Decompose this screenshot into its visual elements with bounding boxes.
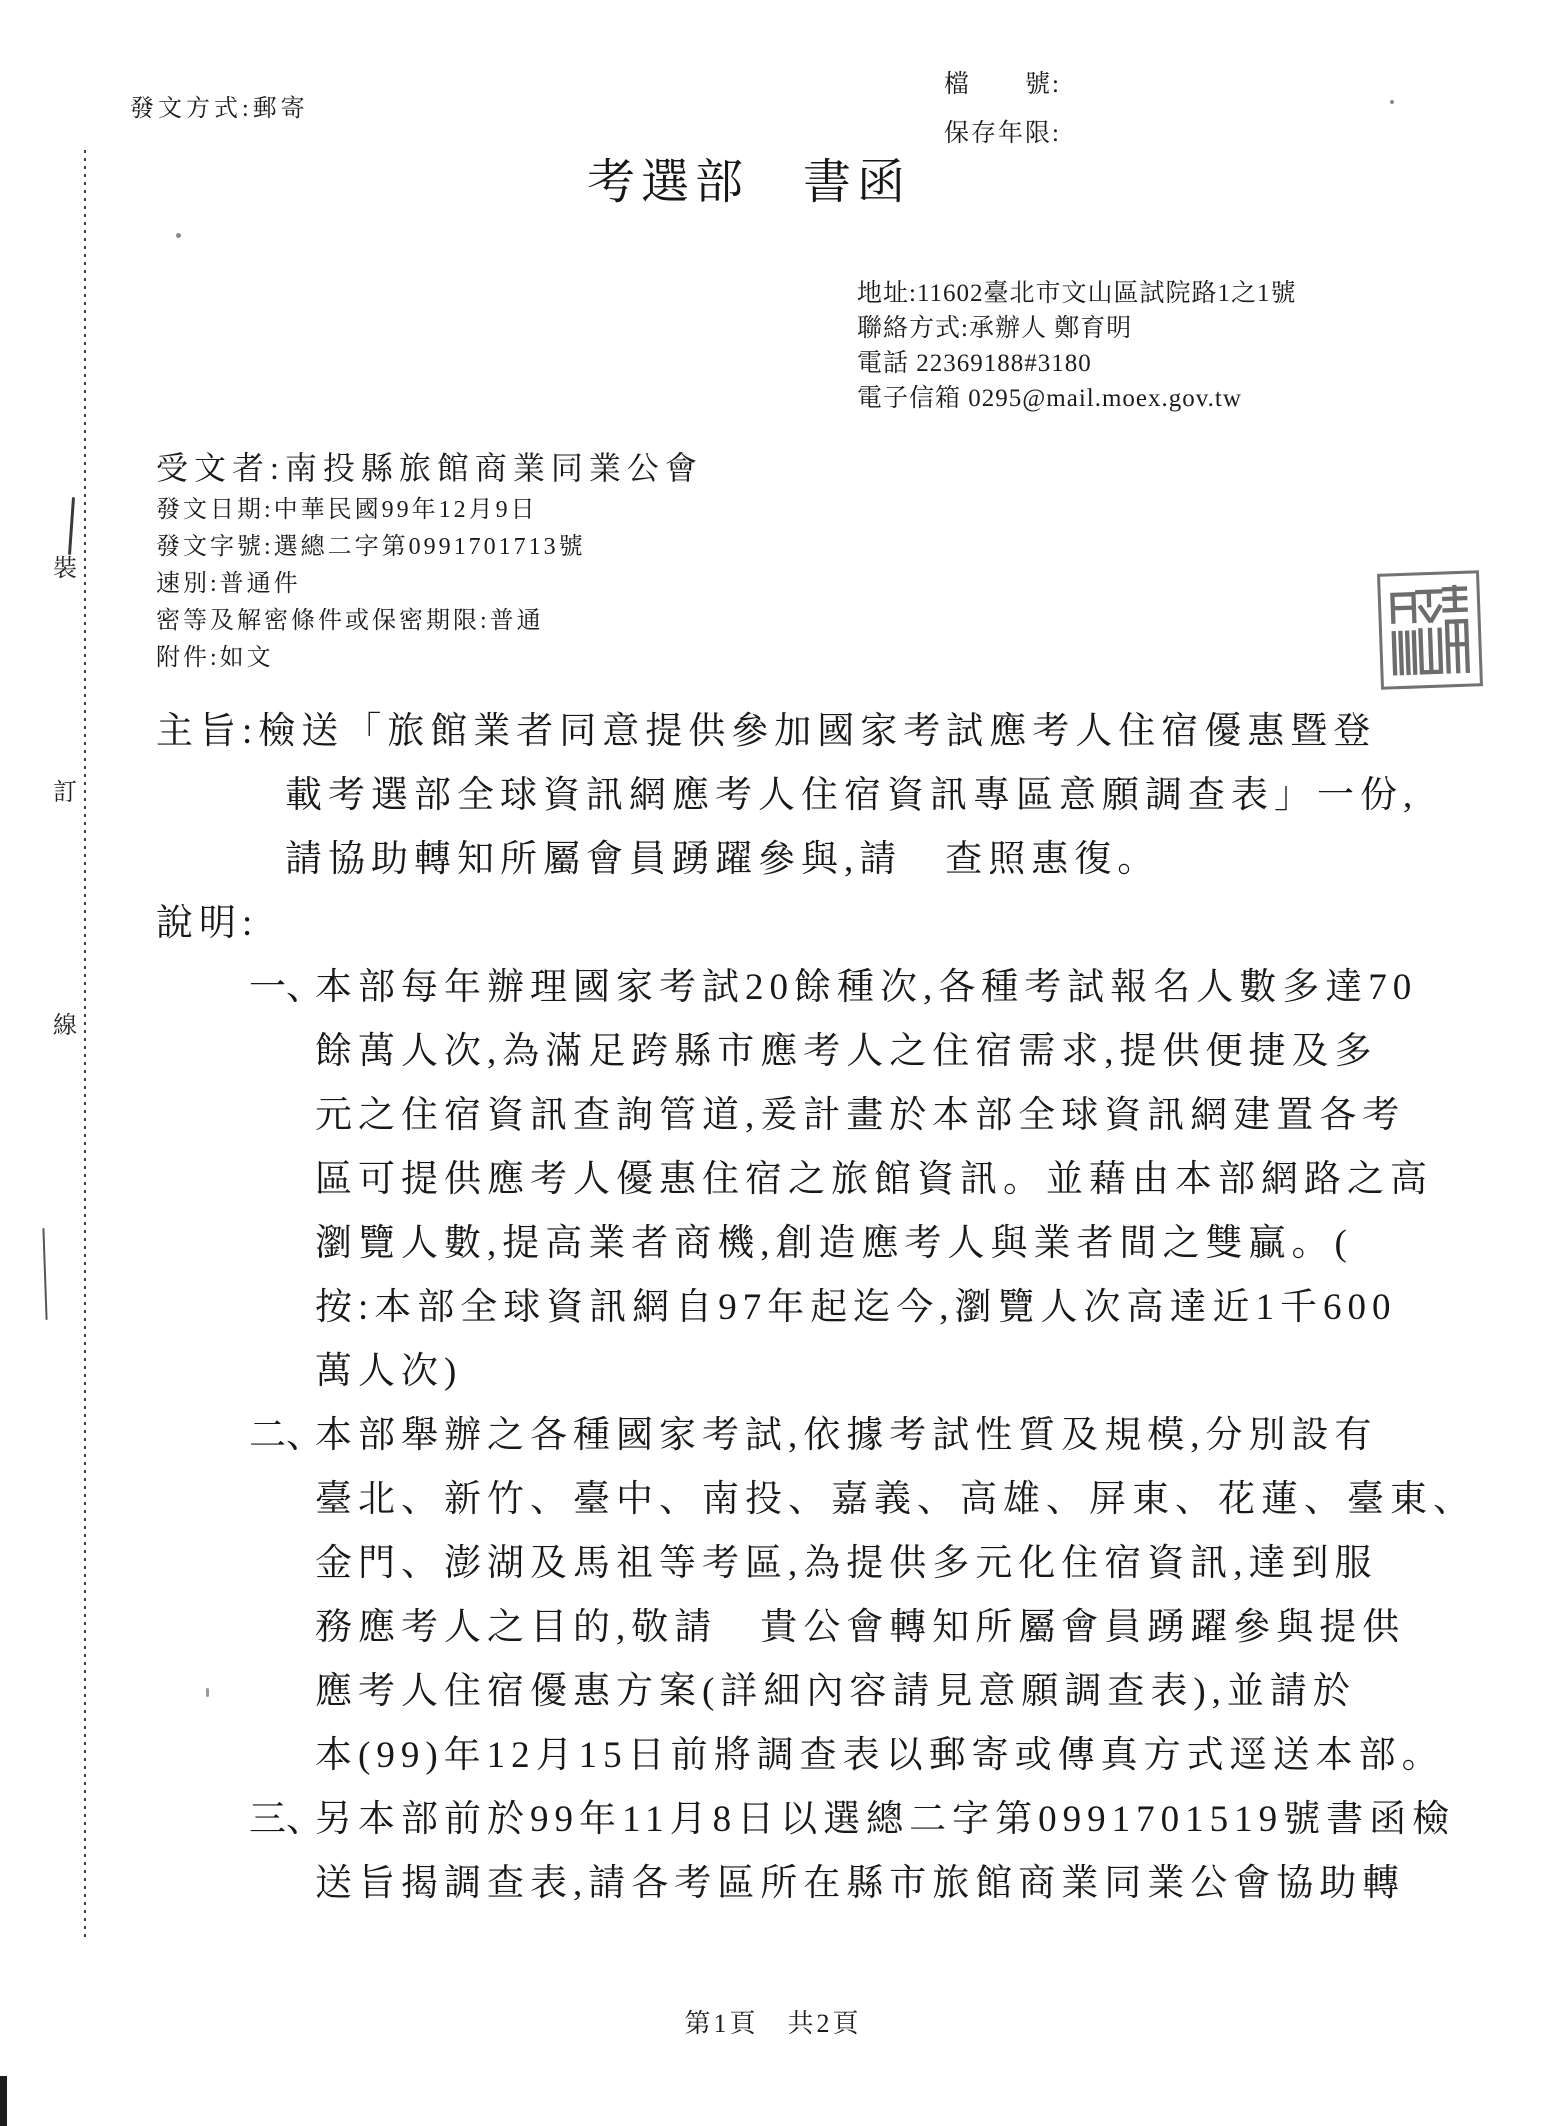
- margin-mark-thread: 線: [53, 1013, 77, 1039]
- document-meta-block: [156, 492, 586, 677]
- explanation-item-line: 區可提供應考人優惠住宿之旅館資訊。並藉由本部網路之高: [315, 1159, 1433, 1200]
- explanation-item-line: 餘萬人次,為滿足跨縣市應考人之住宿需求,提供便捷及多: [315, 1031, 1378, 1072]
- subject-line: 載考選部全球資訊網應考人住宿資訊專區意願調查表」一份,: [285, 775, 1419, 816]
- subject-label: 主旨:: [156, 711, 259, 752]
- subject-text: 檢送「旅館業者同意提供參加國家考試應考人住宿優惠暨登: [258, 711, 1377, 752]
- recipient-line: 受文者:南投縣旅館商業同業公會: [156, 450, 703, 486]
- sender-phone: 電話 22369188#3180: [857, 350, 1092, 377]
- item-number: 三、: [249, 1799, 323, 1840]
- explanation-item-line: 元之住宿資訊查詢管道,爰計畫於本部全球資訊網建置各考: [315, 1095, 1406, 1136]
- retention-period-label: 保存年限:: [944, 120, 1061, 147]
- explanation-heading: 說明:: [156, 903, 259, 944]
- explanation-item-line: 臺北、新竹、臺中、南投、嘉義、高雄、屏東、花蓮、臺東、: [315, 1479, 1476, 1520]
- sender-address: 地址:11602臺北市文山區試院路1之1號: [857, 280, 1297, 307]
- explanation-item-line: 本(99)年12月15日前將調查表以郵寄或傳真方式逕送本部。: [315, 1735, 1445, 1776]
- issue-date: 發文日期:中華民國99年12月9日: [156, 497, 538, 523]
- document-body: [156, 700, 1496, 1916]
- item-number: 一、: [249, 967, 323, 1008]
- document-number: 發文字號:選總二字第0991701713號: [156, 534, 586, 560]
- binding-dotted-line: [84, 150, 86, 1940]
- explanation-item-line: [156, 1788, 1496, 1852]
- item-text: 另本部前於99年11月8日以選總二字第0991701519號書函檢: [315, 1799, 1456, 1840]
- explanation-item-line: [156, 956, 1496, 1020]
- sender-contact-block: [857, 276, 1297, 416]
- page-number-indicator: 第1頁 共2頁: [684, 2009, 862, 2038]
- explanation-item-line: [156, 1404, 1496, 1468]
- explanation-item-line: 送旨揭調查表,請各考區所在縣市旅館商業同業公會協助轉: [315, 1863, 1406, 1904]
- explanation-item-line: 金門、澎湖及馬祖等考區,為提供多元化住宿資訊,達到服: [315, 1543, 1378, 1584]
- item-text: 本部舉辦之各種國家考試,依據考試性質及規模,分別設有: [315, 1415, 1378, 1456]
- seal-stamp-icon: [1377, 570, 1483, 689]
- speed-class: 速別:普通件: [156, 571, 301, 597]
- document-title: 考選部 書函: [586, 156, 911, 209]
- explanation-item-line: 按:本部全球資訊網自97年起迄今,瀏覽人次高達近1千600: [315, 1287, 1397, 1328]
- pen-stroke-artifact: [68, 497, 75, 555]
- subject-line: 請協助轉知所屬會員踴躍參與,請 查照惠復。: [285, 839, 1161, 880]
- explanation-item-line: 萬人次): [315, 1351, 463, 1392]
- subject-line: [156, 700, 1496, 764]
- scan-speck-artifact: [176, 233, 181, 238]
- explanation-item-line: 應考人住宿優惠方案(詳細內容請見意願調查表),並請於: [315, 1671, 1356, 1712]
- sender-email: 電子信箱 0295@mail.moex.gov.tw: [857, 385, 1242, 412]
- margin-mark-binding: 裝: [53, 556, 77, 582]
- scan-speck-artifact: [1390, 100, 1394, 104]
- item-number: 二、: [249, 1415, 323, 1456]
- scan-edge-artifact: [0, 2076, 7, 2126]
- security-class: 密等及解密條件或保密期限:普通: [156, 608, 544, 634]
- pen-stroke-artifact: [42, 1228, 47, 1320]
- margin-mark-staple: 訂: [53, 780, 77, 806]
- sender-contact-person: 聯絡方式:承辦人 鄭育明: [857, 315, 1133, 342]
- seal-script-glyphs: [1384, 577, 1476, 682]
- explanation-item-line: 瀏覽人數,提高業者商機,創造應考人與業者間之雙贏。(: [315, 1223, 1353, 1264]
- attachment-note: 附件:如文: [156, 645, 274, 671]
- file-number-label: 檔 號:: [944, 71, 1061, 98]
- delivery-method: 發文方式:郵寄: [130, 96, 309, 122]
- item-text: 本部每年辦理國家考試20餘種次,各種考試報名人數多達70: [315, 967, 1418, 1008]
- explanation-item-line: 務應考人之目的,敬請 貴公會轉知所屬會員踴躍參與提供: [315, 1607, 1406, 1648]
